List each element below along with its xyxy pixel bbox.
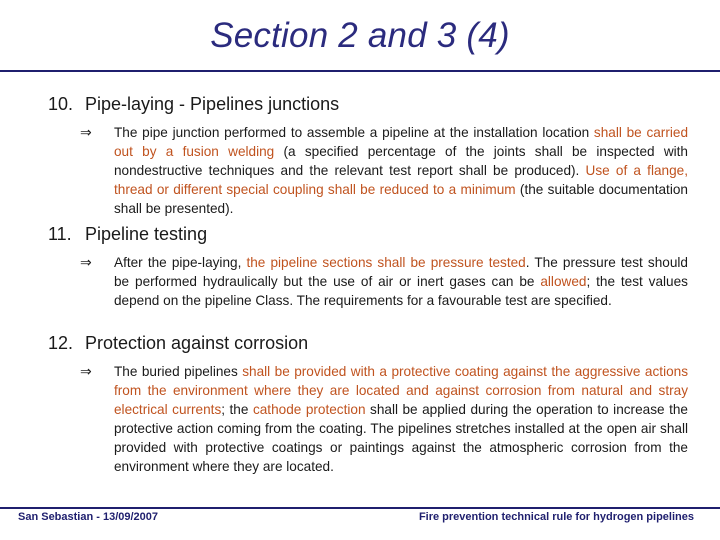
- text-run: After the pipe-laying,: [114, 255, 247, 270]
- implies-arrow-icon: ⇒: [80, 124, 92, 140]
- highlighted-text: the pipeline sections shall be pressure tested: [246, 255, 526, 270]
- text-run: The pipe junction performed to assemble a pipeline at the installation location: [114, 125, 594, 140]
- page-title: Section 2 and 3 (4): [210, 16, 510, 55]
- text-run: . The pressure test should be performed hydraulically but the use of air or inert gases can be: [114, 255, 688, 289]
- footer-location-date: San Sebastian - 13/09/2007: [18, 511, 159, 523]
- section-title: Pipe-laying - Pipelines junctions: [85, 94, 340, 114]
- section-10: [48, 94, 688, 218]
- highlighted-text: shall be provided with a protective coating against the aggressive actions from the environment where they are located and against corrosion from natural and stray electrical currents: [114, 364, 689, 417]
- text-run: (the suitable documentation shall be presented).: [114, 182, 688, 216]
- text-run: (a specified percentage of the joints shall be inspected with nondestructive techniques and the relevant test report shall be produced).: [114, 144, 688, 178]
- section-12: [48, 333, 688, 476]
- highlighted-text: shall be carried out by a fusion welding: [114, 125, 689, 159]
- footer-document-title: Fire prevention technical rule for hydrogen pipelines: [418, 511, 694, 523]
- highlighted-text: allowed: [540, 274, 587, 289]
- section-number: 12.: [48, 333, 74, 353]
- section-number: 10.: [48, 94, 74, 114]
- bullet-paragraph: [48, 362, 688, 476]
- bullet-paragraph: [48, 123, 688, 218]
- implies-arrow-icon: ⇒: [80, 363, 92, 379]
- section-heading: [48, 94, 688, 115]
- section-heading: [48, 224, 688, 245]
- text-run: The buried pipelines: [114, 364, 243, 379]
- title-divider: [0, 70, 720, 72]
- section-title: Pipeline testing: [85, 224, 208, 244]
- text-run: ; the test values depend on the pipeline Class. The requirements for a favourable test are specified.: [114, 274, 688, 308]
- text-run: shall be applied during the operation to increase the protective action coming from the coating. The pipelines stretches installed at the open air shall provided with protective coatings or paintings against the atmospheric corrosion from the environment where they are located.: [114, 402, 688, 474]
- highlighted-text: Use of a flange, thread or different special coupling shall be reduced to a minimum: [114, 163, 688, 197]
- implies-arrow-icon: ⇒: [80, 254, 92, 270]
- bullet-paragraph: [48, 253, 688, 310]
- section-heading: [48, 333, 688, 354]
- text-run: ; the: [221, 402, 253, 417]
- footer-divider: [0, 507, 720, 509]
- highlighted-text: cathode protection: [252, 402, 366, 417]
- section-11: [48, 224, 688, 310]
- section-title: Protection against corrosion: [85, 333, 309, 353]
- section-number: 11.: [48, 224, 72, 244]
